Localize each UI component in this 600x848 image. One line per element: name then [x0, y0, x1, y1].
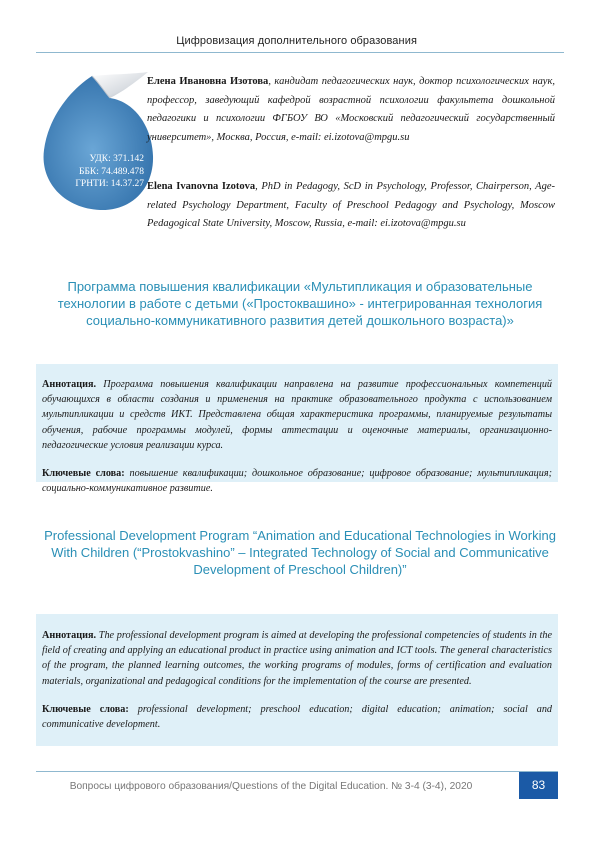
running-header [0, 0, 600, 56]
header-divider [36, 52, 564, 53]
keywords-label-en: Ключевые слова: [42, 703, 129, 715]
abstract-text-ru: Программа повышения квалификации направлена на развитие профессиональных компетенций обучающихся в области создания и применения на практике образовательного продукта с использованием мультипликации и средств ИКТ. Представлена общая характеристика программы, планируемые результаты обучения, рабочие программы модулей, формы аттестации и оценочные материалы, организационно-педагогические условия реализации курса. [42, 379, 553, 451]
footer-divider [36, 771, 558, 772]
keywords-text-en: professional development; preschool education; digital education; animation; social and communicative development. [42, 703, 553, 731]
abstract-label-en: Аннотация. [42, 630, 97, 641]
article-title-ru: Программа повышения квалификации «Мультипликация и образовательные технологии в работе с детьми («Простоквашино» - интегрированная технология социально-коммуникативного развития детей дошкольного возраста)» [57, 279, 543, 328]
keywords-paragraph-en [42, 702, 552, 732]
author-name-en: Elena Ivanovna Izotova [147, 181, 256, 192]
bbk-code: ББК: 74.489.478 [78, 166, 144, 177]
author-name-ru: Елена Ивановна Изотова [147, 76, 269, 87]
author-details-en: , PhD in Pedagogy, ScD in Psychology, Professor, Chairperson, Age-related Psychology Department, Faculty of Preschool Pedagogy and Psychology, Moscow Pedagogical State University, Moscow, Russia, e-mail: ei.izotova@mpgu.su [147, 181, 555, 230]
running-header-title: Цифровизация дополнительного образования [176, 35, 417, 47]
abstract-box-en [36, 614, 558, 746]
article-title-en: Professional Development Program “Animation and Educational Technologies in Working With Children (“Prostokvashino” – Integrated Technology of Social and Communicative Development of Preschool Children)” [44, 528, 556, 577]
udk-badge-sticker [40, 68, 155, 213]
author-details-ru: , кандидат педагогических наук, доктор психологических наук, профессор, заведующий кафедрой возрастной психологии факультета дошкольной педагогики и психологии ФГБОУ ВО «Московский педагогический государственный университет», Москва, Россия, e-mail: ei.izotova@mpgu.su [147, 76, 555, 144]
author-info-ru [147, 73, 555, 148]
grnti-code: ГРНТИ: 14.37.27 [75, 179, 144, 189]
abstract-label-ru: Аннотация. [42, 379, 97, 390]
abstract-box-ru [36, 364, 558, 495]
journal-citation: Вопросы цифрового образования/Questions of the Digital Education. № 3-4 (3-4), 2020 [69, 781, 473, 792]
abstract-paragraph-en [42, 628, 552, 689]
page-number: 83 [519, 772, 558, 799]
keywords-paragraph-ru [42, 466, 552, 496]
udk-badge-text [54, 153, 144, 191]
author-info-en [147, 178, 555, 234]
abstract-text-en: The professional development program is aimed at developing the professional competencies of students in the field of creating and applying an educational product in practice using animation and ICT tools. The general characteristics of the program, the planned learning outcomes, the working programs of modules, forms of certification and evaluation materials, organizational and pedagogical conditions for the implementation of the course are presented. [42, 630, 553, 687]
keywords-label-ru: Ключевые слова: [42, 468, 125, 480]
abstract-paragraph-ru [42, 377, 552, 453]
keywords-text-ru: повышение квалификации; дошкольное образование; цифровое образование; мультипликация; социально-коммуникативное развитие. [42, 468, 553, 495]
udk-code: УДК: 371.142 [89, 154, 144, 164]
